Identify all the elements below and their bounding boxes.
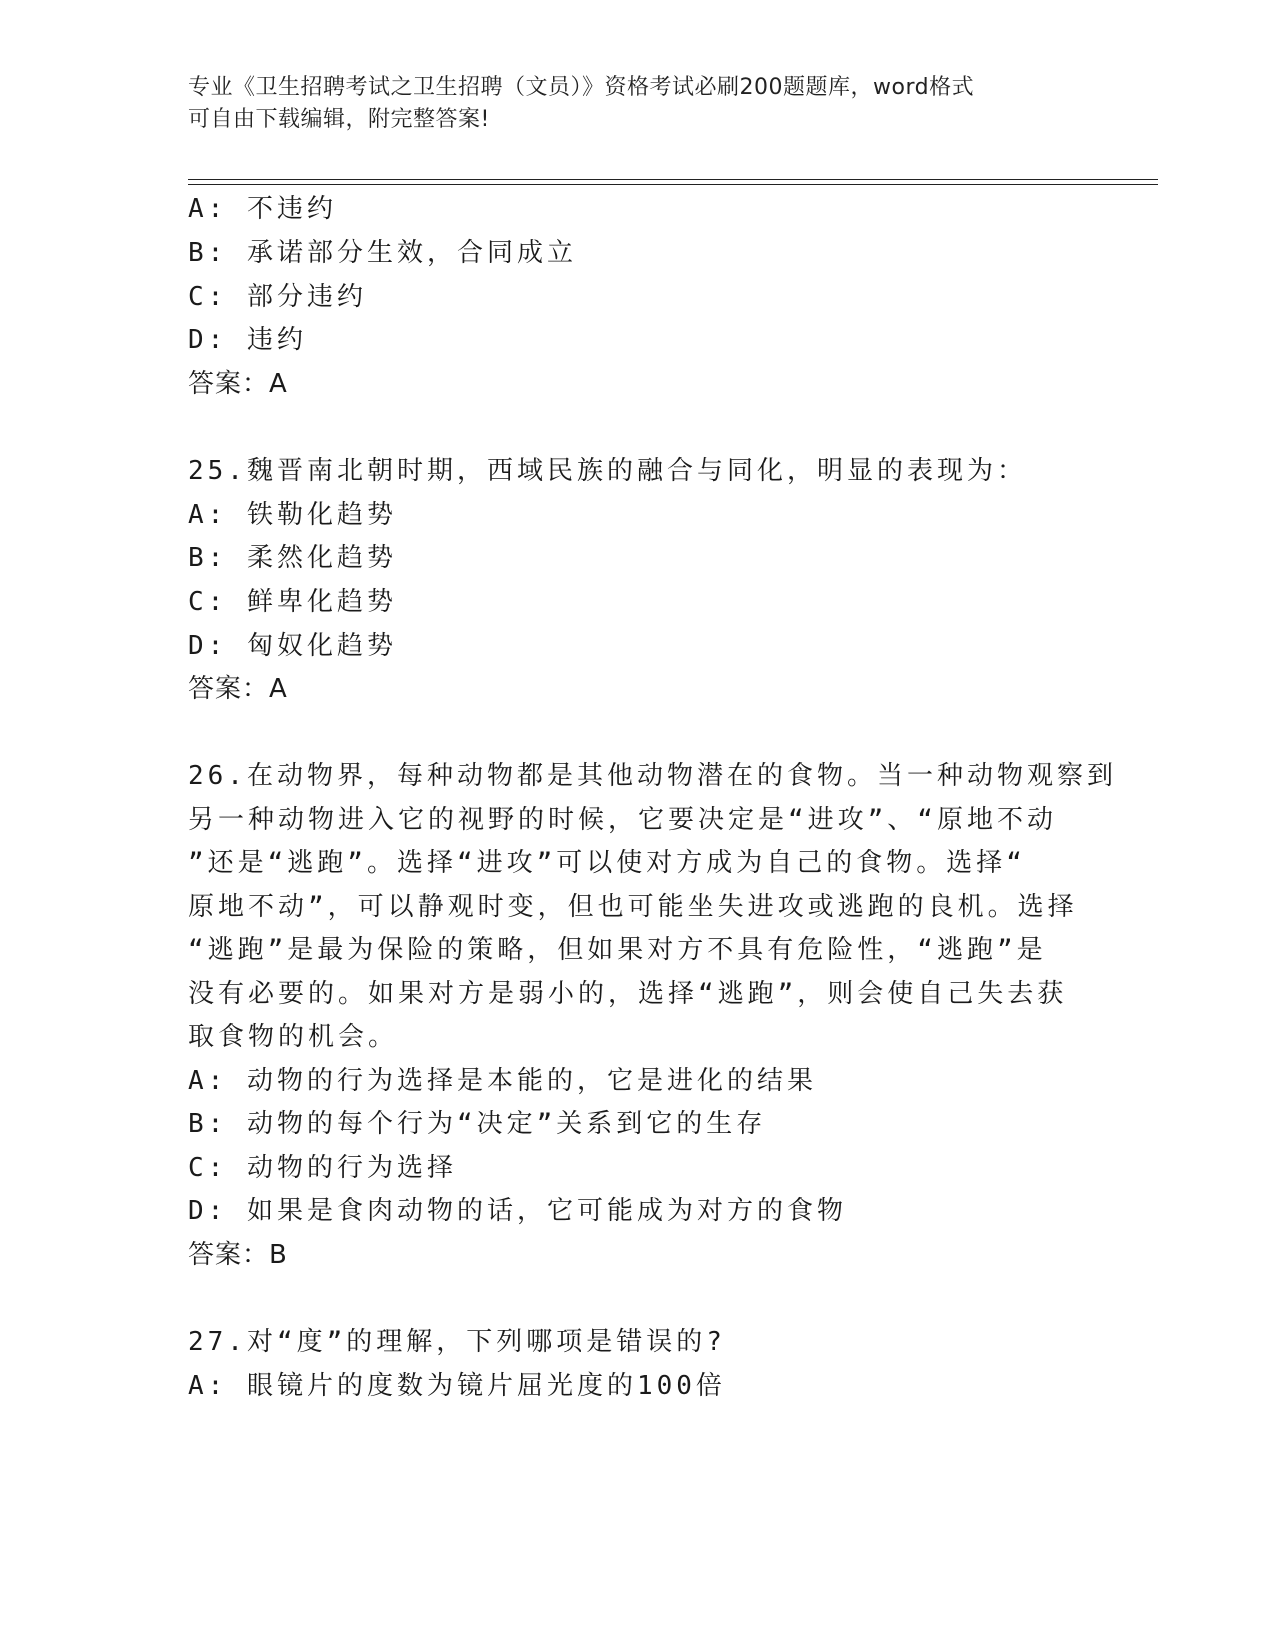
q26-option-a: A: 动物的行为选择是本能的，它是进化的结果 xyxy=(188,1066,817,1096)
header-line-1: 专业《卫生招聘考试之卫生招聘（文员）》资格考试必刷200题题库，word格式 xyxy=(188,75,975,100)
q27-stem: 27.对“度”的理解，下列哪项是错误的? xyxy=(188,1327,726,1357)
q25-option-c: C: 鲜卑化趋势 xyxy=(188,587,397,617)
header-line-2: 可自由下载编辑，附完整答案! xyxy=(188,107,490,132)
q26-option-b: B: 动物的每个行为“决定”关系到它的生存 xyxy=(188,1109,767,1139)
q26-stem-line-7: 取食物的机会。 xyxy=(188,1022,399,1052)
q25-answer: 答案：A xyxy=(188,674,288,704)
q26-stem-line-3: ”还是“逃跑”。选择“进攻”可以使对方成为自己的食物。选择“ xyxy=(188,848,1026,878)
q26-stem-line-1: 26.在动物界，每种动物都是其他动物潜在的食物。当一种动物观察到 xyxy=(188,761,1117,791)
q27-option-a: A: 眼镜片的度数为镜片屈光度的100倍 xyxy=(188,1371,726,1401)
q24-option-a: A: 不违约 xyxy=(188,194,337,224)
q26-stem-line-4: 原地不动”，可以静观时变，但也可能坐失进攻或逃跑的良机。选择 xyxy=(188,892,1078,922)
page-header xyxy=(188,72,1088,136)
q26-stem-line-2: 另一种动物进入它的视野的时候，它要决定是“进攻”、“原地不动 xyxy=(188,805,1057,835)
q24-option-d: D: 违约 xyxy=(188,325,307,355)
q25-stem: 25.魏晋南北朝时期，西域民族的融合与同化，明显的表现为： xyxy=(188,456,1027,486)
q24-answer: 答案：A xyxy=(188,369,288,399)
q25-option-a: A: 铁勒化趋势 xyxy=(188,500,397,530)
q26-option-c: C: 动物的行为选择 xyxy=(188,1153,457,1183)
q26-option-d: D: 如果是食肉动物的话，它可能成为对方的食物 xyxy=(188,1196,847,1226)
header-rule-bottom xyxy=(188,184,1158,185)
q26-stem-line-5: “逃跑”是最为保险的策略，但如果对方不具有危险性，“逃跑”是 xyxy=(188,935,1047,965)
q26-answer: 答案：B xyxy=(188,1240,288,1270)
q25-option-d: D: 匈奴化趋势 xyxy=(188,631,397,661)
header-rule-top xyxy=(188,179,1158,180)
q26-stem-line-6: 没有必要的。如果对方是弱小的，选择“逃跑”，则会使自己失去获 xyxy=(188,979,1068,1009)
q24-option-c: C: 部分违约 xyxy=(188,282,367,312)
q25-option-b: B: 柔然化趋势 xyxy=(188,543,397,573)
q24-option-b: B: 承诺部分生效，合同成立 xyxy=(188,238,577,268)
